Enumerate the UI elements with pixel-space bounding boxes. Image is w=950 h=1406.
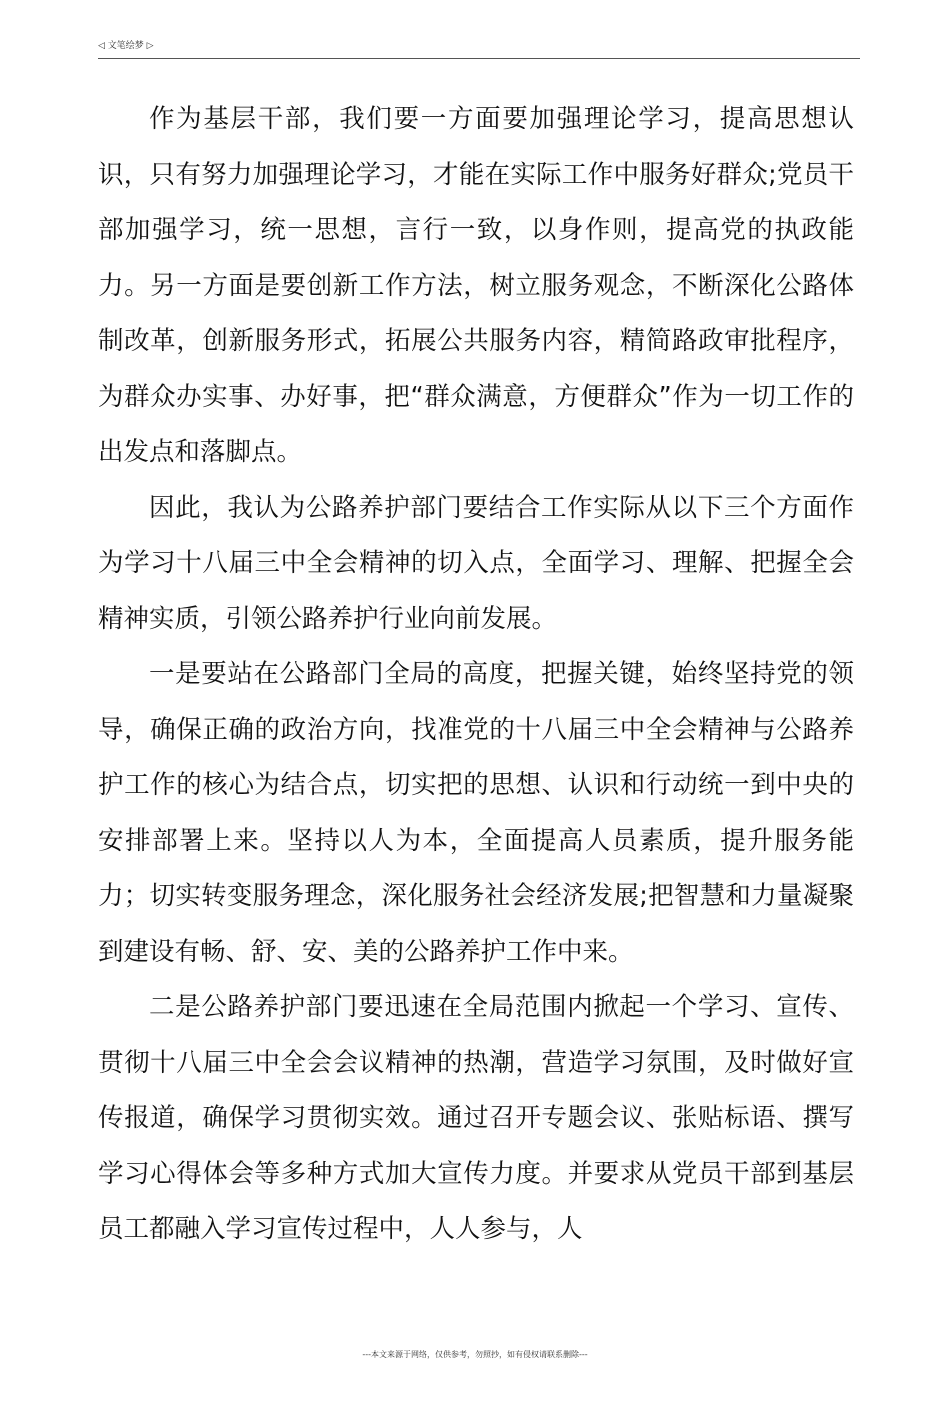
paragraph-2: 因此，我认为公路养护部门要结合工作实际从以下三个方面作为学习十八届三中全会精神的切入点，全面学习、理解、把握全会精神实质，引领公路养护行业向前发展。: [98, 492, 854, 634]
page-footer: ---本文来源于网络，仅供参考，勿照抄，如有侵权请联系删除---: [362, 1350, 588, 1359]
paragraph-3: 一是要站在公路部门全局的高度，把握关键，始终坚持党的领导，确保正确的政治方向，找准党的十八届三中全会精神与公路养护工作的核心为结合点，切实把的思想、认识和行动统一到中央的安排部署上来。坚持以人为本，全面提高人员素质，提升服务能力；切实转变服务理念，深化服务社会经济发展;把智慧和力量凝聚到建设有畅、舒、安、美的公路养护工作中来。: [98, 659, 854, 967]
header-title: ◁ 文笔绘梦 ▷: [98, 41, 154, 51]
document-body: [98, 92, 854, 1258]
page-header: [98, 40, 860, 59]
paragraph-4: 二是公路养护部门要迅速在全局范围内掀起一个学习、宣传、贯彻十八届三中全会会议精神的热潮，营造学习氛围，及时做好宣传报道，确保学习贯彻实效。通过召开专题会议、张贴标语、撰写学习心得体会等多种方式加大宣传力度。并要求从党员干部到基层员工都融入学习宣传过程中，人人参与，人: [98, 992, 854, 1244]
paragraph-1: 作为基层干部，我们要一方面要加强理论学习，提高思想认识，只有努力加强理论学习，才能在实际工作中服务好群众;党员干部加强学习，统一思想，言行一致，以身作则，提高党的执政能力。另一方面是要创新工作方法，树立服务观念，不断深化公路体制改革，创新服务形式，拓展公共服务内容，精简路政审批程序，为群众办实事、办好事，把“群众满意，方便群众”作为一切工作的出发点和落脚点。: [98, 104, 854, 467]
